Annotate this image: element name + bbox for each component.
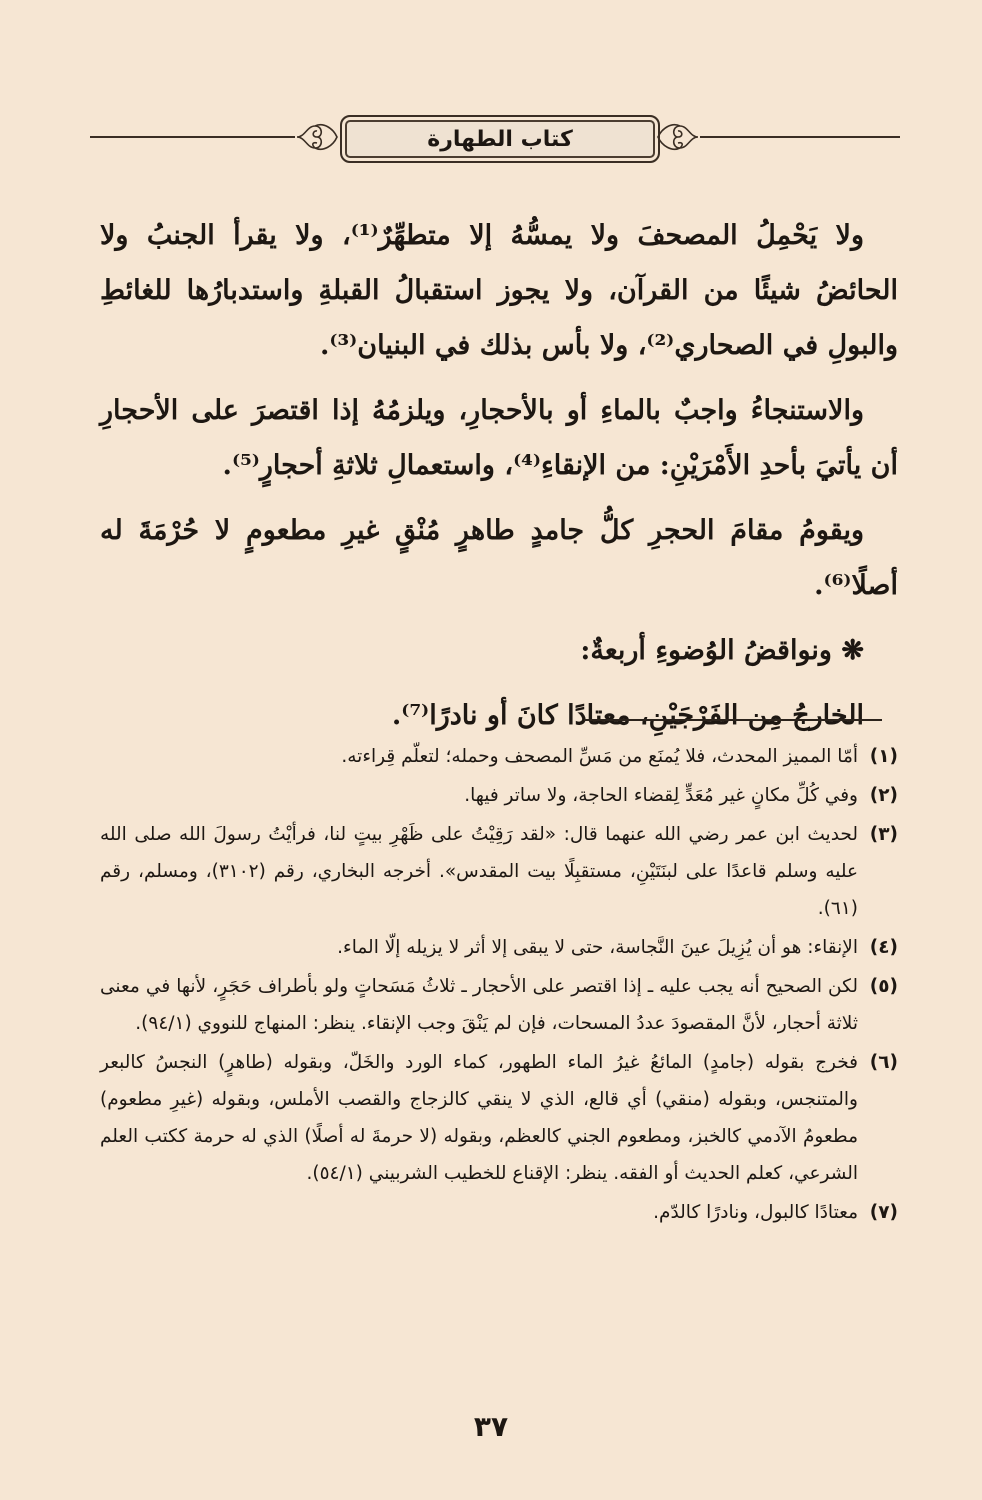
footnote [100,968,898,1042]
footnote-text: معتادًا كالبول، ونادرًا كالدّم. [653,1202,858,1223]
paragraph: والاستنجاءُ واجبٌ بالماءِ أو بالأحجارِ، ويلزمُهُ إذا اقتصرَ على الأحجارِ أن يأتيَ بأحدِ الأَمْرَيْنِ: من الإنقاءِ⁽⁴⁾، واستعمالِ ثلاثةِ أحجارٍ⁽⁵⁾. [100,395,898,481]
footnote [100,816,898,927]
footnote-text: فخرج بقوله (جامدٍ) المائعُ غيرُ الماء الطهور، كماء الورد والخَلّ، وبقوله (طاهرٍ) النجسُ كالبعر والمتنجس، وبقوله (منقي) أي قالع، الذي لا ينقي كالزجاج والقصب الأملس، وبقوله (غيرِ مطعوم) مطعومُ الآدمي كالخبز، ومطعوم الجني كالعظم، وبقوله (لا حرمةَ له أصلًا) الذي له حرمة ككتب العلم الشرعي، كعلم الحديث أو الفقه. ينظر: الإقناع للخطيب الشربيني (٥٤/١). [100,1052,858,1184]
footnote-number: (٧) [869,1202,898,1223]
footnote-text: لحديث ابن عمر رضي الله عنهما قال: «لقد رَقِيْتُ على ظَهْرِ بيتٍ لنا، فرأيْتُ رسولَ الله صلى الله عليه وسلم قاعدًا على لبنَتَيْنِ، مستقبِلًا بيت المقدس». أخرجه البخاري، رقم (٣١٠٢)، ومسلم، رقم (٦١). [100,824,858,919]
section-heading: ❋ ونواقضُ الوُضوءِ أربعةٌ: [580,635,864,666]
ornament-icon [295,118,339,156]
footnote-text: أمّا المميز المحدث، فلا يُمنَع من مَسِّ المصحف وحمله؛ لتعلّم قِراءته. [341,746,858,767]
running-header [90,108,900,170]
footnote [100,1194,898,1231]
footnote-number: (٥) [869,976,898,997]
footnote [100,738,898,775]
chapter-title: كتاب الطهارة [340,115,660,163]
footnote-divider [584,719,882,721]
footnotes [100,738,898,1233]
page-number: ٣٧ [473,1410,509,1443]
paragraph: الخارجُ مِن الفَرْجَيْنِ، معتادًا كانَ أو نادرًا⁽⁷⁾. [391,700,864,731]
footnote-text: وفي كُلِّ مكانٍ غير مُعَدٍّ لِقضاء الحاجة، ولا ساتر فيها. [464,785,858,806]
paragraph: ولا يَحْمِلُ المصحفَ ولا يمسُّهُ إلا متطهِّرٌ⁽¹⁾، ولا يقرأ الجنبُ ولا الحائضُ شيئًا من القرآن، ولا يجوز استقبالُ القبلةِ واستدبارُها للغائطِ والبولِ في الصحاري⁽²⁾، ولا بأس بذلك في البنيان⁽³⁾. [100,220,898,361]
ornament-icon [656,118,700,156]
footnote-number: (٣) [869,824,898,845]
paragraph: ويقومُ مقامَ الحجرِ كلُّ جامدٍ طاهرٍ مُنْقٍ غيرِ مطعومٍ لا حُرْمَةَ له أصلًا⁽⁶⁾. [100,515,898,601]
footnote [100,929,898,966]
footnote-number: (٦) [869,1052,898,1073]
footnote [100,777,898,814]
footnote-number: (٤) [869,937,898,958]
header-rule-right [700,136,900,138]
footnote-text: لكن الصحيح أنه يجب عليه ـ إذا اقتصر على الأحجار ـ ثلاثُ مَسَحاتٍ ولو بأطراف حَجَرٍ، لأنها في معنى ثلاثة أحجار، لأنَّ المقصودَ عددُ المسحات، فإن لم يَنْقَ وجب الإنقاء. ينظر: المنهاج للنووي (٩٤/١). [100,976,858,1034]
footnote-number: (٢) [869,785,898,806]
header-rule-left [90,136,295,138]
main-text [100,208,898,753]
footnote-text: الإنقاء: هو أن يُزِيلَ عينَ النَّجاسة، حتى لا يبقى إلا أثر لا يزيله إلّا الماء. [337,937,858,958]
footnote [100,1044,898,1192]
footnote-number: (١) [869,746,898,767]
